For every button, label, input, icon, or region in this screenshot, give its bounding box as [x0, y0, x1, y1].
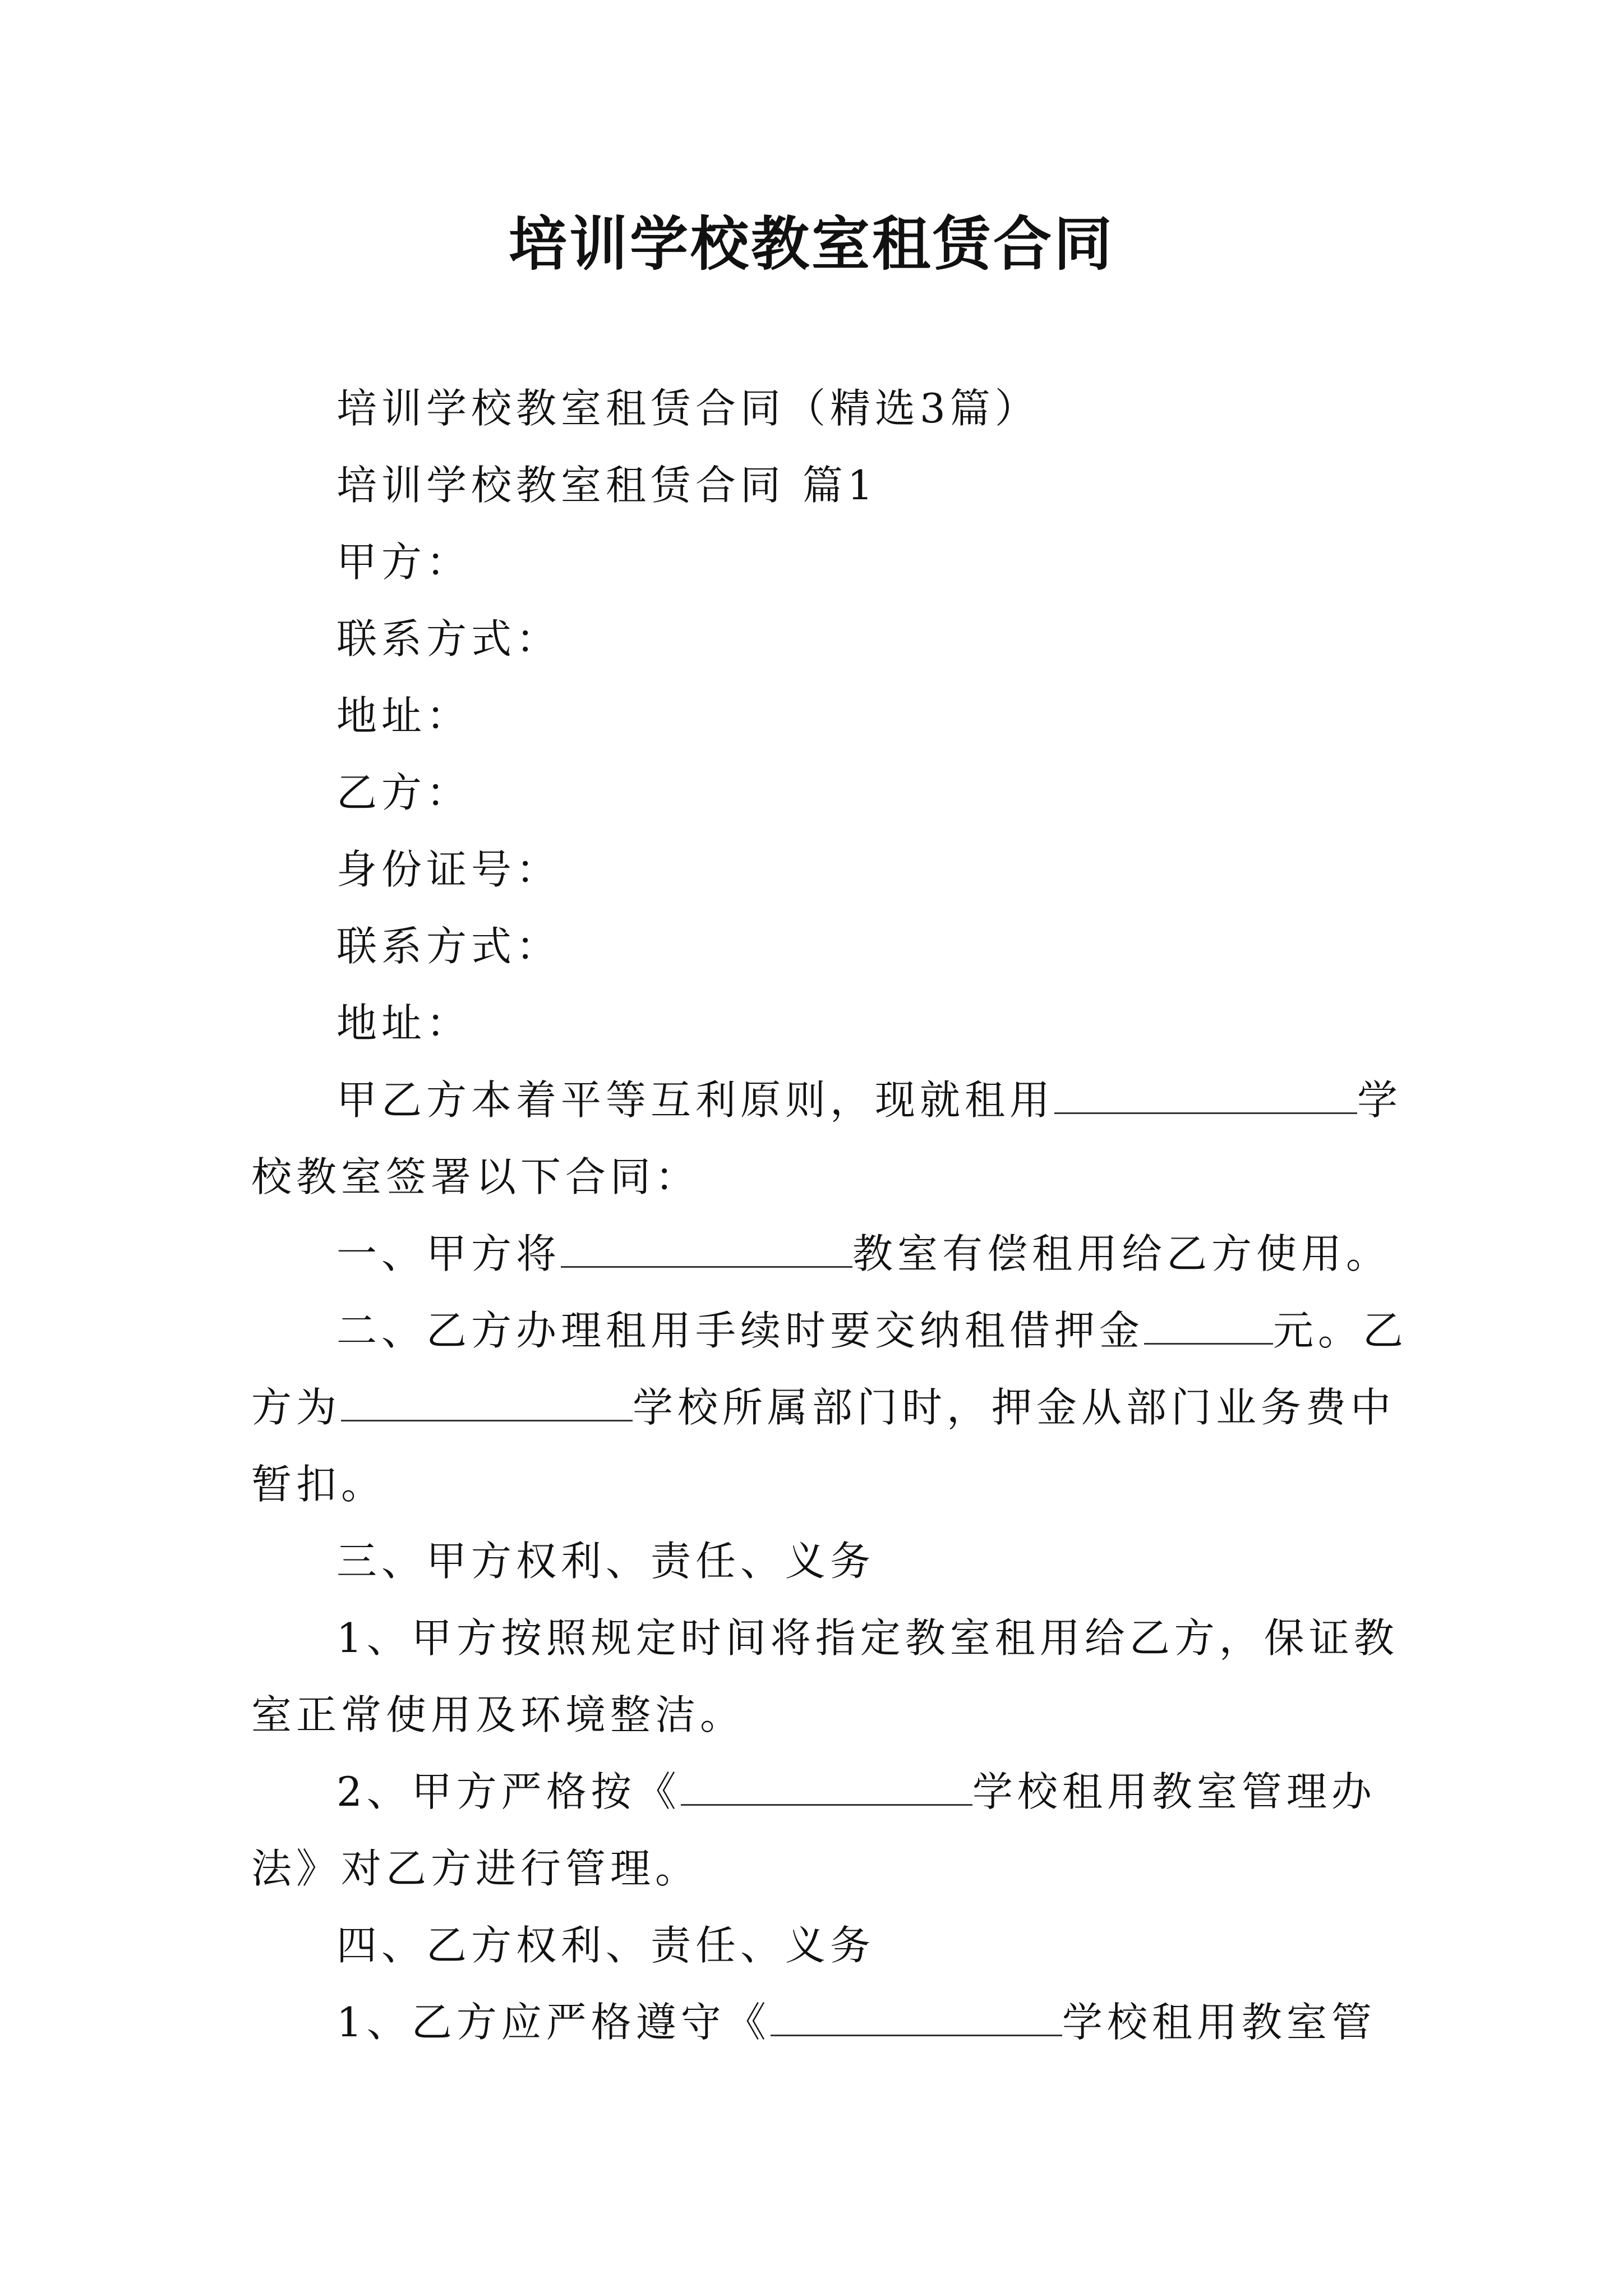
text-run: 学校租用教室管理办: [972, 1768, 1376, 1815]
party-b-label: 乙方：: [336, 769, 472, 816]
document-title: 培训学校教室租赁合同: [508, 209, 1114, 278]
text-run: 甲乙方本着平等互利原则，现就租用: [336, 1076, 1055, 1124]
clause-3-item-1: 室正常使用及环境整洁。: [251, 1691, 745, 1738]
clause-2-line: [251, 1292, 1408, 1369]
text-run: 方为: [251, 1384, 342, 1431]
paragraph-line: [251, 1062, 1401, 1139]
text-run: 学: [1357, 1076, 1403, 1124]
fill-in-blank: [341, 1387, 633, 1421]
party-b-id-label: 身份证号：: [336, 846, 561, 893]
party-a-address-label: 地址：: [336, 692, 472, 739]
text-run: 1、乙方应严格遵守《: [336, 1999, 771, 2046]
clause-3-item-1: 1、甲方按照规定时间将指定教室租用给乙方，保证教: [336, 1614, 1399, 1662]
clause-4-item-1: [251, 1984, 1401, 2061]
text-run: 学校租用教室管: [1062, 1999, 1376, 2046]
party-b-address-label: 地址：: [336, 1000, 472, 1047]
text-run: 教室有偿租用给乙方使用。: [852, 1230, 1391, 1277]
paragraph-line: 校教室签署以下合同：: [251, 1153, 700, 1200]
clause-3-item-2: [251, 1754, 1401, 1830]
clause-2-line: [251, 1369, 1401, 1446]
document-body: [251, 370, 1408, 2061]
party-a-label: 甲方：: [336, 539, 472, 586]
fill-in-blank: [771, 2002, 1062, 2036]
party-b-contact-label: 联系方式：: [336, 923, 561, 970]
text-run: 二、乙方办理租用手续时要交纳租借押金: [336, 1307, 1145, 1354]
text-run: 一、甲方将: [336, 1230, 561, 1277]
text-run: 学校所属部门时，押金从部门业务费中: [633, 1384, 1396, 1431]
clause-1-line: [251, 1216, 1401, 1292]
subtitle-line: 培训学校教室租赁合同（精选3篇）: [336, 385, 1040, 432]
fill-in-blank: [1054, 1080, 1357, 1114]
clause-2-line: 暂扣。: [251, 1461, 386, 1508]
text-run: 2、甲方严格按《: [336, 1768, 681, 1815]
text-run: 元。乙: [1273, 1307, 1408, 1354]
section-heading: 培训学校教室租赁合同 篇1: [336, 462, 878, 509]
fill-in-blank: [681, 1772, 972, 1806]
clause-3-heading: 三、甲方权利、责任、义务: [336, 1538, 875, 1585]
party-a-contact-label: 联系方式：: [336, 615, 561, 662]
fill-in-blank: [561, 1234, 852, 1268]
fill-in-blank: [1144, 1310, 1273, 1345]
clause-3-item-2: 法》对乙方进行管理。: [251, 1845, 700, 1892]
clause-4-heading: 四、乙方权利、责任、义务: [336, 1922, 875, 1969]
